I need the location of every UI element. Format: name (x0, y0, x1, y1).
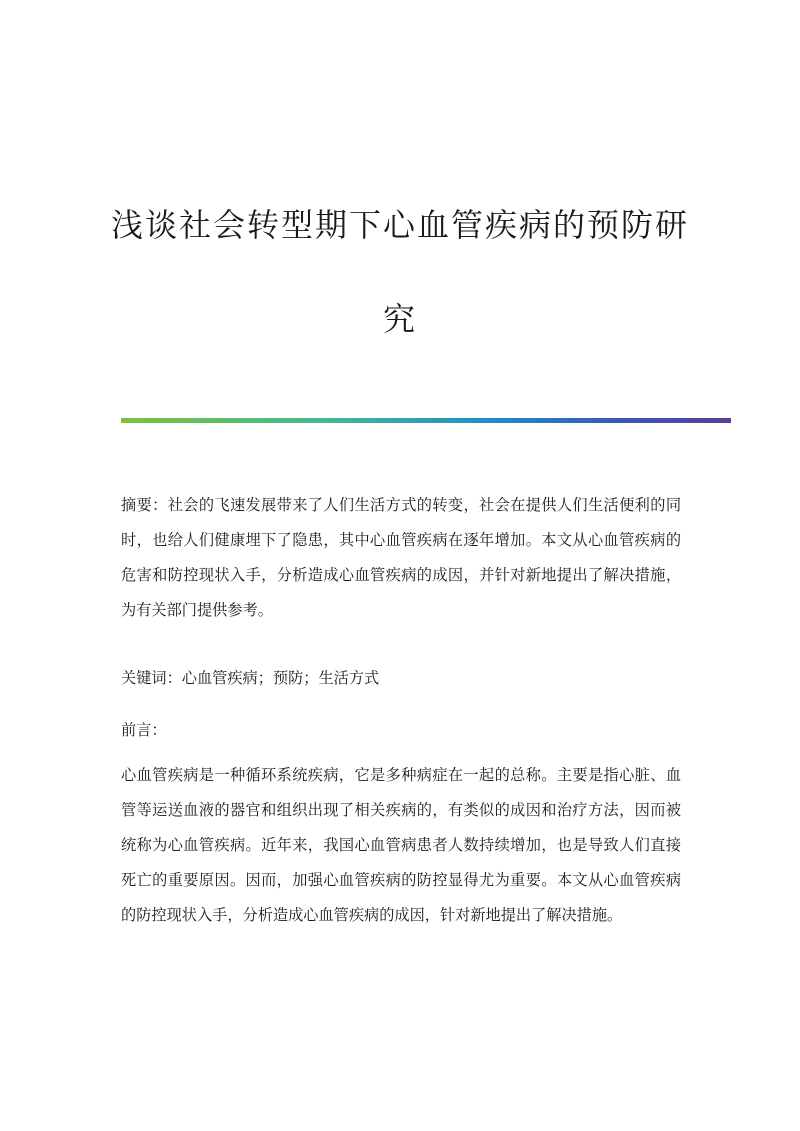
abstract-text: 社会的飞速发展带来了人们生活方式的转变，社会在提供人们生活便利的同时，也给人们健康埋下了隐患，其中心血管疾病在逐年增加。本文从心血管疾病的危害和防控现状入手，分析造成心血管疾病的成因，并针对新地提出了解决措施，为有关部门提供参考。 (121, 496, 682, 619)
intro-paragraph: 心血管疾病是一种循环系统疾病，它是多种病症在一起的总称。主要是指心脏、血管等运送血液的器官和组织出现了相关疾病的，有类似的成因和治疗方法，因而被统称为心血管疾病。近年来，我国心血管病患者人数持续增加，也是导致人们直接死亡的重要原因。因而，加强心血管疾病的防控显得尤为重要。本文从心血管疾病的防控现状入手，分析造成心血管疾病的成因，针对新地提出了解决措施。 (121, 766, 681, 924)
title-divider (121, 418, 731, 423)
keywords-paragraph (121, 661, 681, 696)
preface-heading: 前言： (121, 721, 167, 739)
keywords-label: 关键词： (121, 669, 182, 687)
keywords-text: 心血管疾病；预防；生活方式 (181, 669, 380, 687)
abstract-label: 摘要： (121, 496, 168, 514)
document-title: 浅谈社会转型期下心血管疾病的预防研究 (110, 206, 689, 338)
abstract-paragraph (121, 488, 681, 628)
